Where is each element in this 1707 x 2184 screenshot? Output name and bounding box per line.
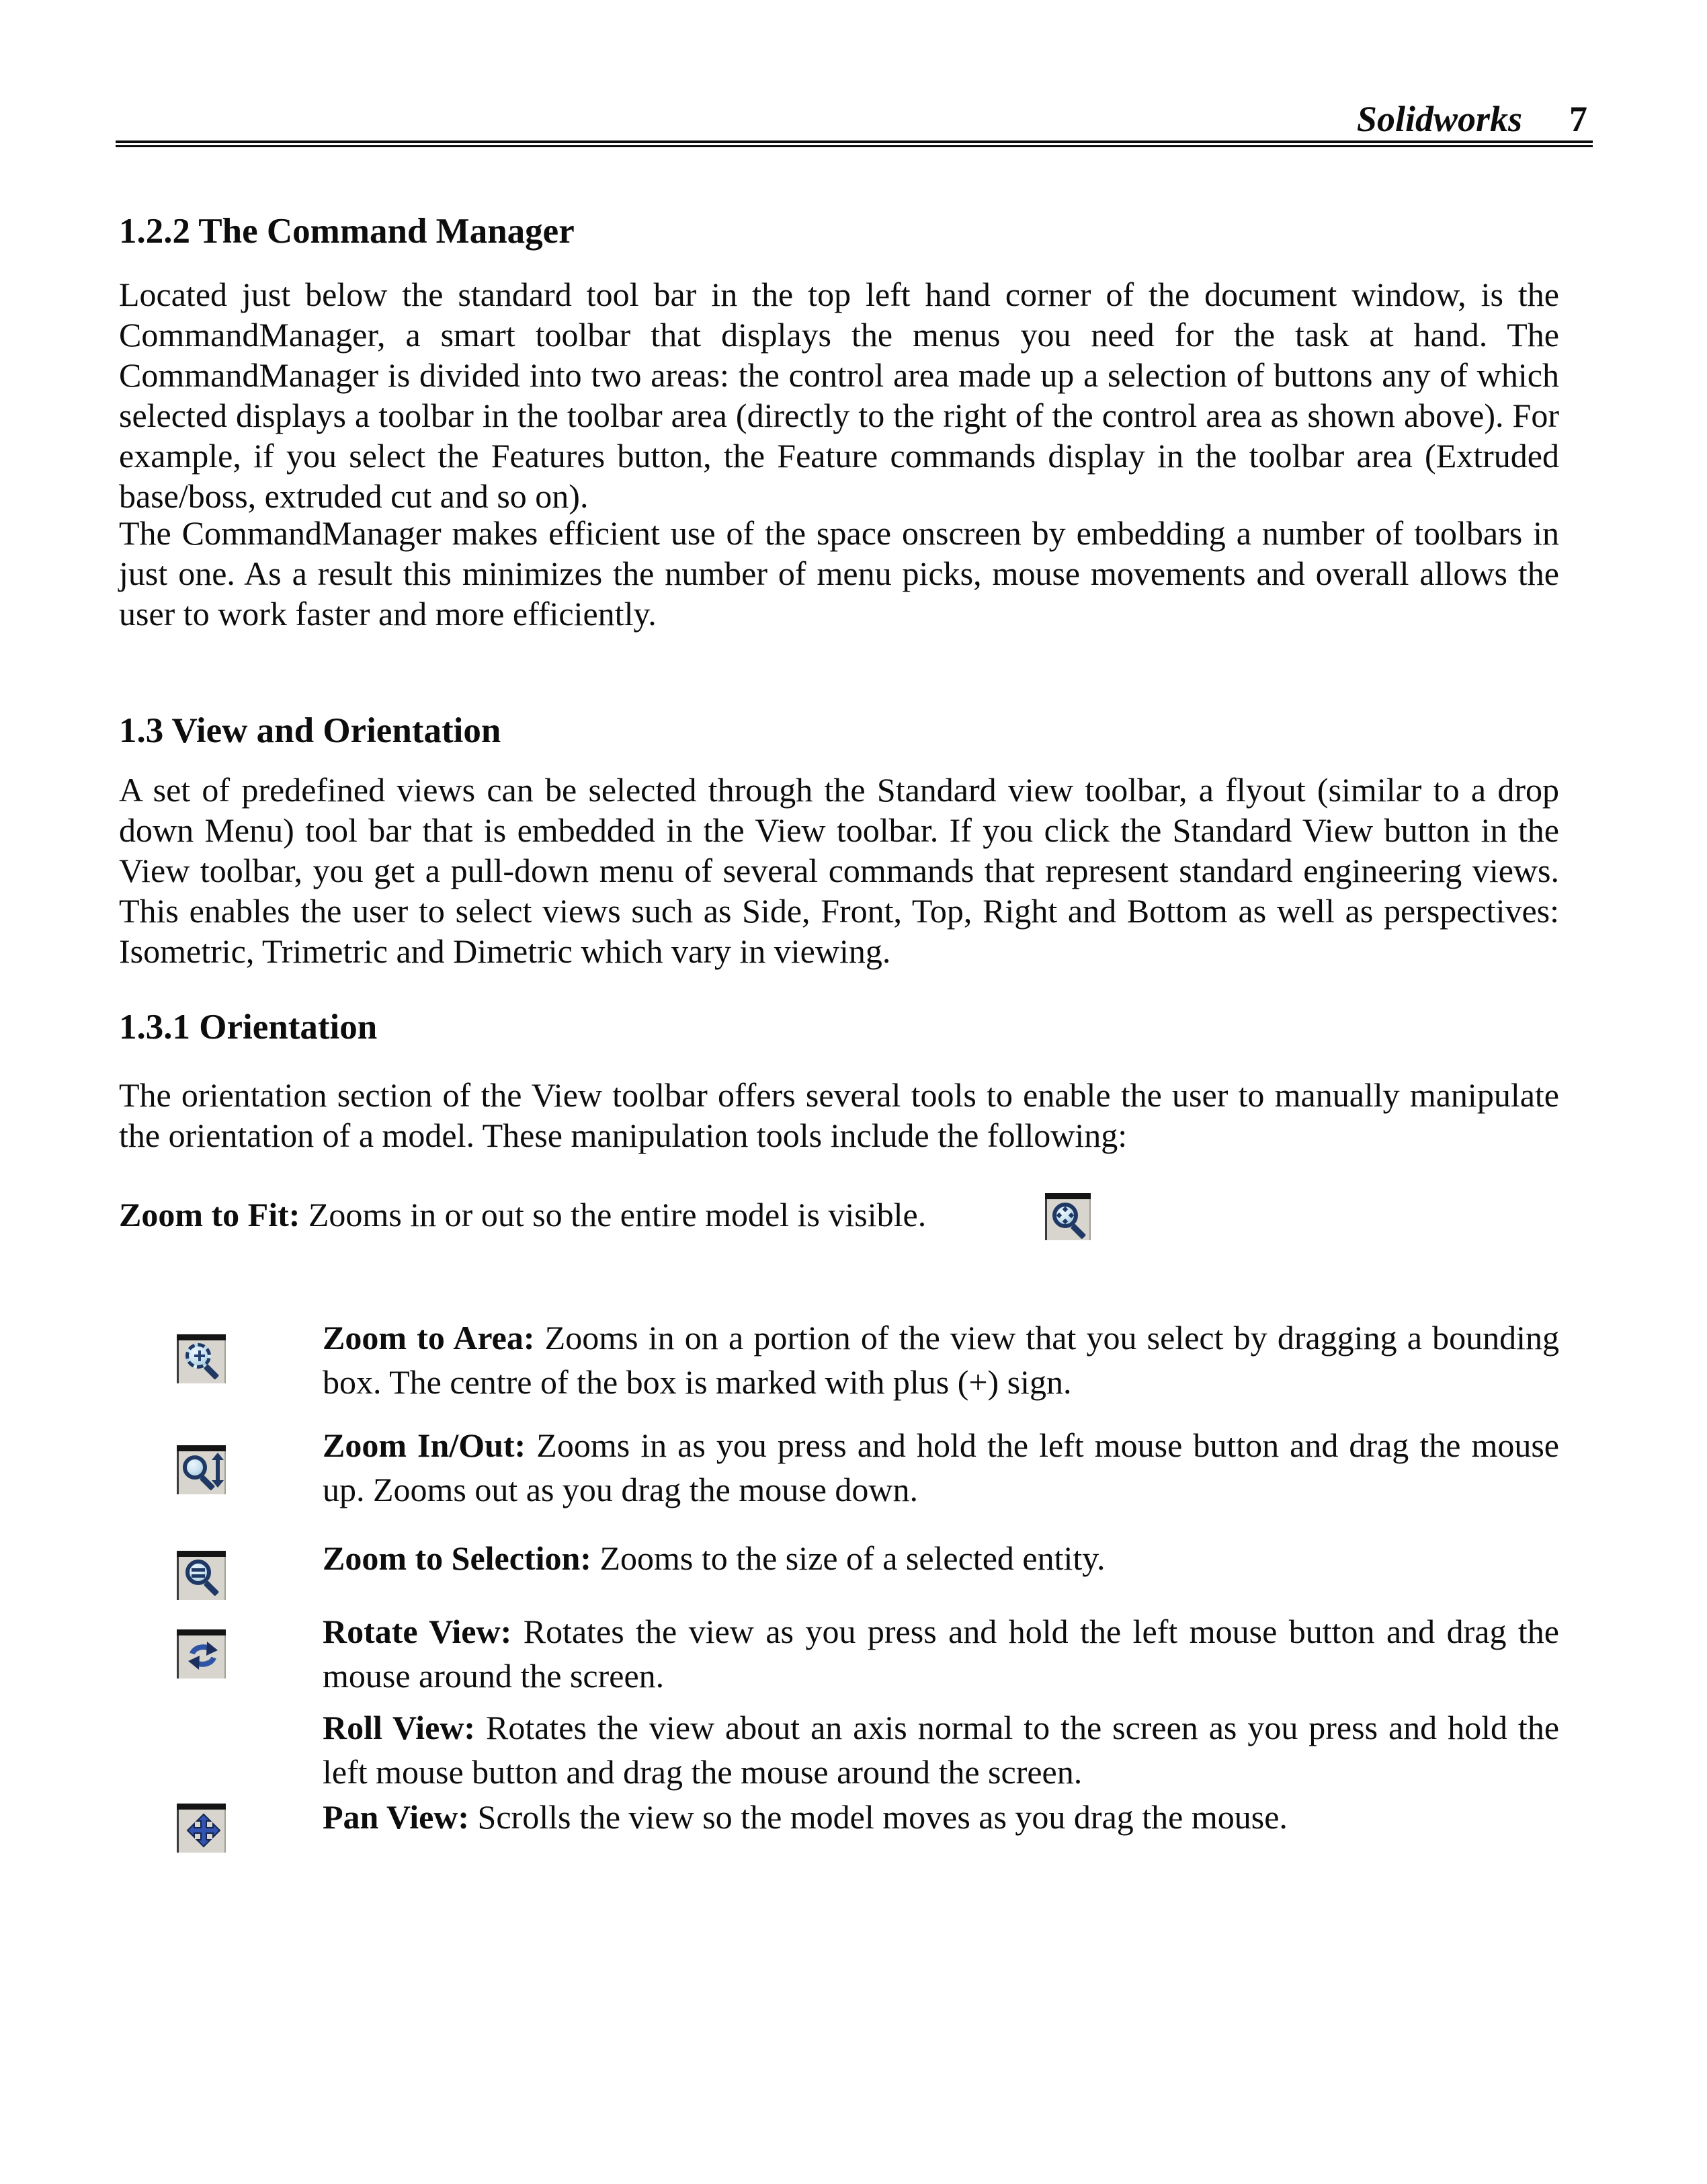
tool-label: Pan View: bbox=[323, 1798, 470, 1836]
tool-item-roll-view bbox=[323, 1705, 1559, 1794]
zoom-to-selection-icon bbox=[177, 1551, 226, 1600]
tool-item-rotate-view bbox=[323, 1609, 1559, 1698]
section-heading-command-manager: 1.2.2 The Command Manager bbox=[119, 212, 575, 251]
toolbar-edge-strip bbox=[177, 1334, 226, 1340]
view-orientation-paragraph: A set of predefined views can be selected through the Standard view toolbar, a flyout (similar to a drop down Menu) tool bar that is embedded in the View toolbar. If you click the Standard View button in the View toolbar, you get a pull-down menu of several commands that represent standard engineering views. This enables the user to select views such as Side, Front, Top, Right and Bottom as well as perspectives: Isometric, Trimetric and Dimetric which vary in viewing. bbox=[119, 771, 1559, 970]
tool-text: Zooms in on a portion of the view that you select by dragging a bounding box. The centre of the box is marked with plus (+) sign. bbox=[323, 1319, 1559, 1401]
section-heading-orientation: 1.3.1 Orientation bbox=[119, 1008, 378, 1047]
tool-item-zoom-to-selection bbox=[323, 1536, 1559, 1580]
magnifier-handle bbox=[204, 1364, 219, 1379]
header-book-title: Solidworks bbox=[1356, 99, 1522, 139]
tool-label: Zoom In/Out: bbox=[323, 1426, 526, 1464]
tool-item-zoom-to-area bbox=[323, 1316, 1559, 1404]
command-manager-paragraph-2: The CommandManager makes efficient use of the space onscreen by embedding a number of toolbars in just one. As a result this minimizes the number of menu picks, mouse movements and overall allows the user to work faster and more efficiently. bbox=[119, 514, 1559, 633]
pan-view-icon bbox=[177, 1804, 226, 1853]
zoom-to-fit-icon bbox=[1045, 1193, 1091, 1240]
up-down-arrow bbox=[216, 1459, 220, 1482]
page-header bbox=[119, 99, 1587, 139]
tool-label: Zoom to Selection: bbox=[323, 1539, 591, 1577]
rotate-view-icon bbox=[177, 1629, 226, 1679]
tool-text: Rotates the view about an axis normal to the screen as you press and hold the left mouse button and drag the mouse around the screen. bbox=[323, 1709, 1560, 1791]
tool-text: Zooms in as you press and hold the left mouse button and drag the mouse up. Zooms out as you drag the mouse down. bbox=[323, 1426, 1559, 1508]
zoom-to-fit-text: Zooms in or out so the entire model is visible. bbox=[308, 1196, 927, 1233]
rotate-arrows bbox=[188, 1640, 218, 1671]
toolbar-edge-strip bbox=[177, 1445, 226, 1451]
toolbar-edge-strip bbox=[177, 1804, 226, 1810]
orientation-paragraph: The orientation section of the View toolbar offers several tools to enable the user to manually manipulate the orientation of a model. These manipulation tools include the following: bbox=[119, 1076, 1559, 1154]
tool-text: Rotates the view as you press and hold the left mouse button and drag the mouse around the screen. bbox=[323, 1613, 1560, 1695]
header-rule bbox=[116, 140, 1593, 147]
toolbar-edge-strip bbox=[1045, 1193, 1091, 1199]
tool-text: Zooms to the size of a selected entity. bbox=[599, 1539, 1106, 1577]
zoom-to-area-icon bbox=[177, 1334, 226, 1383]
tool-text: Scrolls the view so the model moves as you drag the mouse. bbox=[477, 1798, 1288, 1836]
magnifier-handle bbox=[1071, 1223, 1086, 1239]
header-page-number: 7 bbox=[1569, 99, 1587, 139]
toolbar-edge-strip bbox=[177, 1629, 226, 1635]
zoom-to-fit-line bbox=[119, 1195, 1559, 1235]
command-manager-paragraph-1: Located just below the standard tool bar in the top left hand corner of the document window, is the CommandManager, a smart toolbar that displays the menus you need for the task at hand. The CommandManager is divided into two areas: the control area made up a selection of buttons any of which selected displays a toolbar in the toolbar area (directly to the right of the control area as shown above). For example, if you select the Features button, the Feature commands display in the toolbar area (Extruded base/boss, extruded cut and so on). bbox=[119, 276, 1559, 515]
four-way-arrows bbox=[186, 1813, 221, 1848]
tool-label: Zoom to Area: bbox=[323, 1319, 535, 1357]
zoom-in-out-icon bbox=[177, 1445, 226, 1494]
section-heading-view-orientation: 1.3 View and Orientation bbox=[119, 711, 501, 750]
toolbar-edge-strip bbox=[177, 1551, 226, 1557]
magnifier-handle bbox=[204, 1580, 219, 1596]
tool-item-pan-view bbox=[323, 1795, 1559, 1839]
zoom-to-fit-label: Zoom to Fit: bbox=[119, 1196, 300, 1233]
tool-label: Roll View: bbox=[323, 1709, 476, 1746]
tool-item-zoom-in-out bbox=[323, 1423, 1559, 1512]
tool-label: Rotate View: bbox=[323, 1613, 512, 1650]
